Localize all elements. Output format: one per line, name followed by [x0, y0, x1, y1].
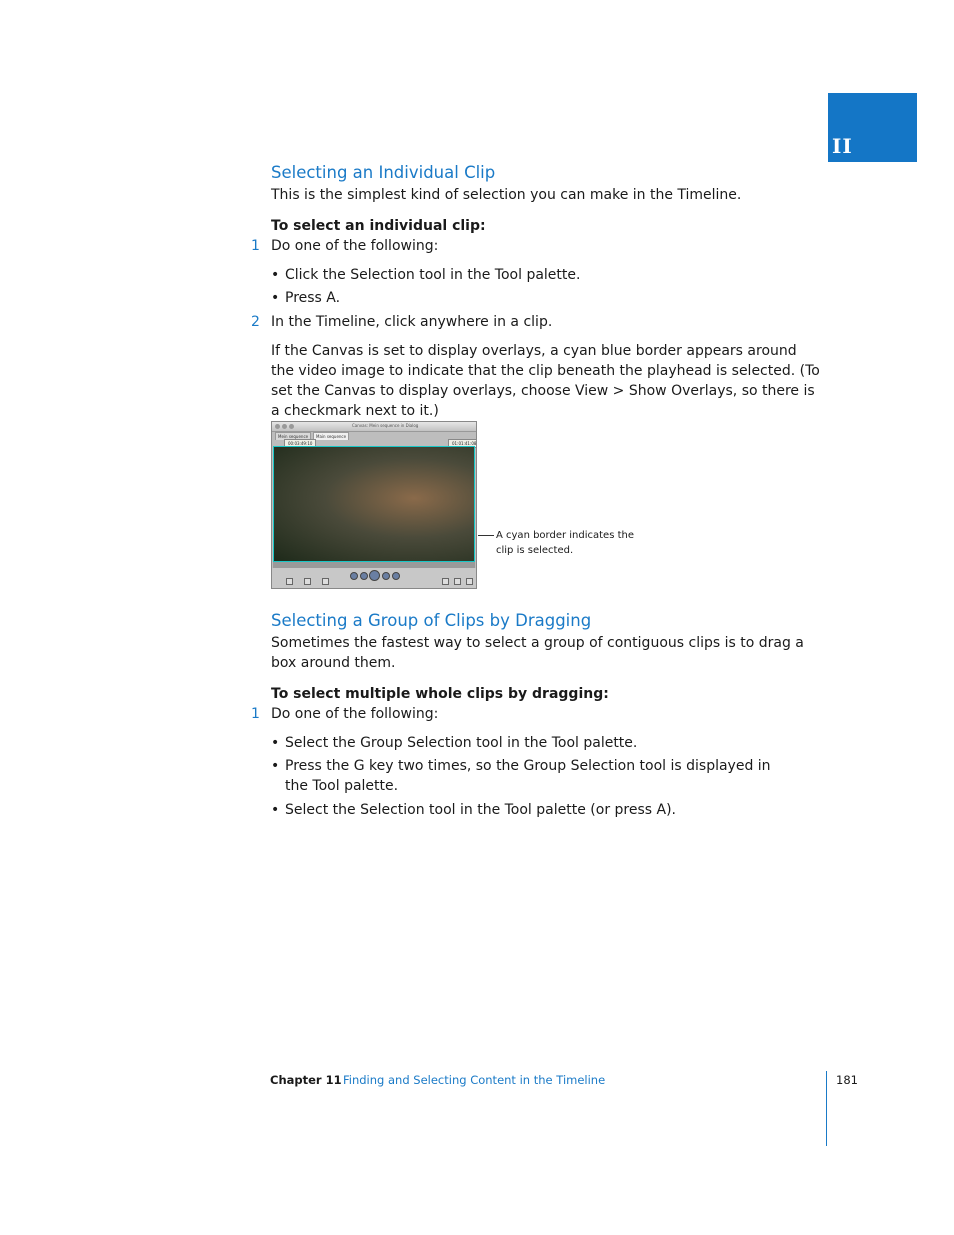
- list-item-text: Press the G key two times, so the Group Selection tool is displayed in the Tool palette.: [285, 758, 771, 794]
- section-heading-group-dragging: Selecting a Group of Clips by Dragging: [271, 611, 592, 630]
- list-item-text: Select the Selection tool in the Tool palette (or press A).: [285, 802, 676, 818]
- list-item-text: Select the Group Selection tool in the Tool palette.: [285, 735, 638, 751]
- zoom-icon: [289, 424, 294, 429]
- close-icon: [275, 424, 280, 429]
- bullet-icon: •: [271, 735, 280, 751]
- edit-icon: [442, 578, 449, 585]
- part-tab: [828, 93, 917, 162]
- bullet-icon: •: [271, 267, 280, 283]
- mark-icon: [286, 578, 293, 585]
- list-item-text: Click the Selection tool in the Tool palette.: [285, 267, 581, 283]
- step-text: Do one of the following:: [271, 238, 439, 254]
- play-in-out-icon: [360, 572, 368, 580]
- list-item-text: Press A.: [285, 290, 341, 306]
- task-heading: To select an individual clip:: [271, 218, 486, 234]
- canvas-tab: Mein sequence: [275, 432, 311, 440]
- timecode-right: 01:01:41:08: [448, 439, 477, 448]
- figure-callout: A cyan border indicates the clip is selected.: [496, 530, 635, 556]
- note-paragraph: If the Canvas is set to display overlays, a cyan blue border appears around the video image to indicate that the clip beneath the playhead is selected. (To set the Canvas to display overlays, choose View > Show Overlays, so there is a checkmark next to it.): [271, 343, 820, 419]
- part-tab-label: II: [832, 134, 853, 158]
- canvas-titlebar: [272, 422, 476, 432]
- step-number: 2: [251, 314, 260, 330]
- jog-back-icon: [350, 572, 358, 580]
- video-image: [274, 447, 474, 561]
- footer-chapter: Chapter 11: [270, 1073, 342, 1087]
- play-icon: [369, 570, 380, 581]
- video-frame-selected: [273, 446, 475, 562]
- section-intro: This is the simplest kind of selection you can make in the Timeline.: [271, 187, 742, 203]
- play-around-icon: [382, 572, 390, 580]
- timecode-left: 00:03:49:10: [284, 439, 316, 448]
- edit-icon: [454, 578, 461, 585]
- transport-controls: [272, 568, 476, 588]
- step-number: 1: [251, 706, 260, 722]
- edit-icon: [466, 578, 473, 585]
- task-heading: To select multiple whole clips by dragging:: [271, 686, 609, 702]
- page-number: 181: [836, 1073, 858, 1087]
- mark-icon: [322, 578, 329, 585]
- mark-icon: [304, 578, 311, 585]
- step-text: Do one of the following:: [271, 706, 439, 722]
- step-text: In the Timeline, click anywhere in a clip.: [271, 314, 553, 330]
- callout-line: [478, 535, 494, 536]
- canvas-title: Canvas: Mein sequence in Dialog: [352, 423, 419, 428]
- canvas-tab: Main sequence: [313, 432, 349, 440]
- step-number: 1: [251, 238, 260, 254]
- bullet-icon: •: [271, 758, 280, 774]
- footer-divider: [826, 1071, 827, 1146]
- bullet-icon: •: [271, 290, 280, 306]
- bullet-icon: •: [271, 802, 280, 818]
- canvas-window-screenshot: [271, 421, 477, 589]
- jog-forward-icon: [392, 572, 400, 580]
- footer-chapter-title: Finding and Selecting Content in the Timeline: [343, 1073, 606, 1087]
- minimize-icon: [282, 424, 287, 429]
- section-heading-individual-clip: Selecting an Individual Clip: [271, 163, 496, 182]
- section-intro: Sometimes the fastest way to select a group of contiguous clips is to drag a box around them.: [271, 635, 804, 671]
